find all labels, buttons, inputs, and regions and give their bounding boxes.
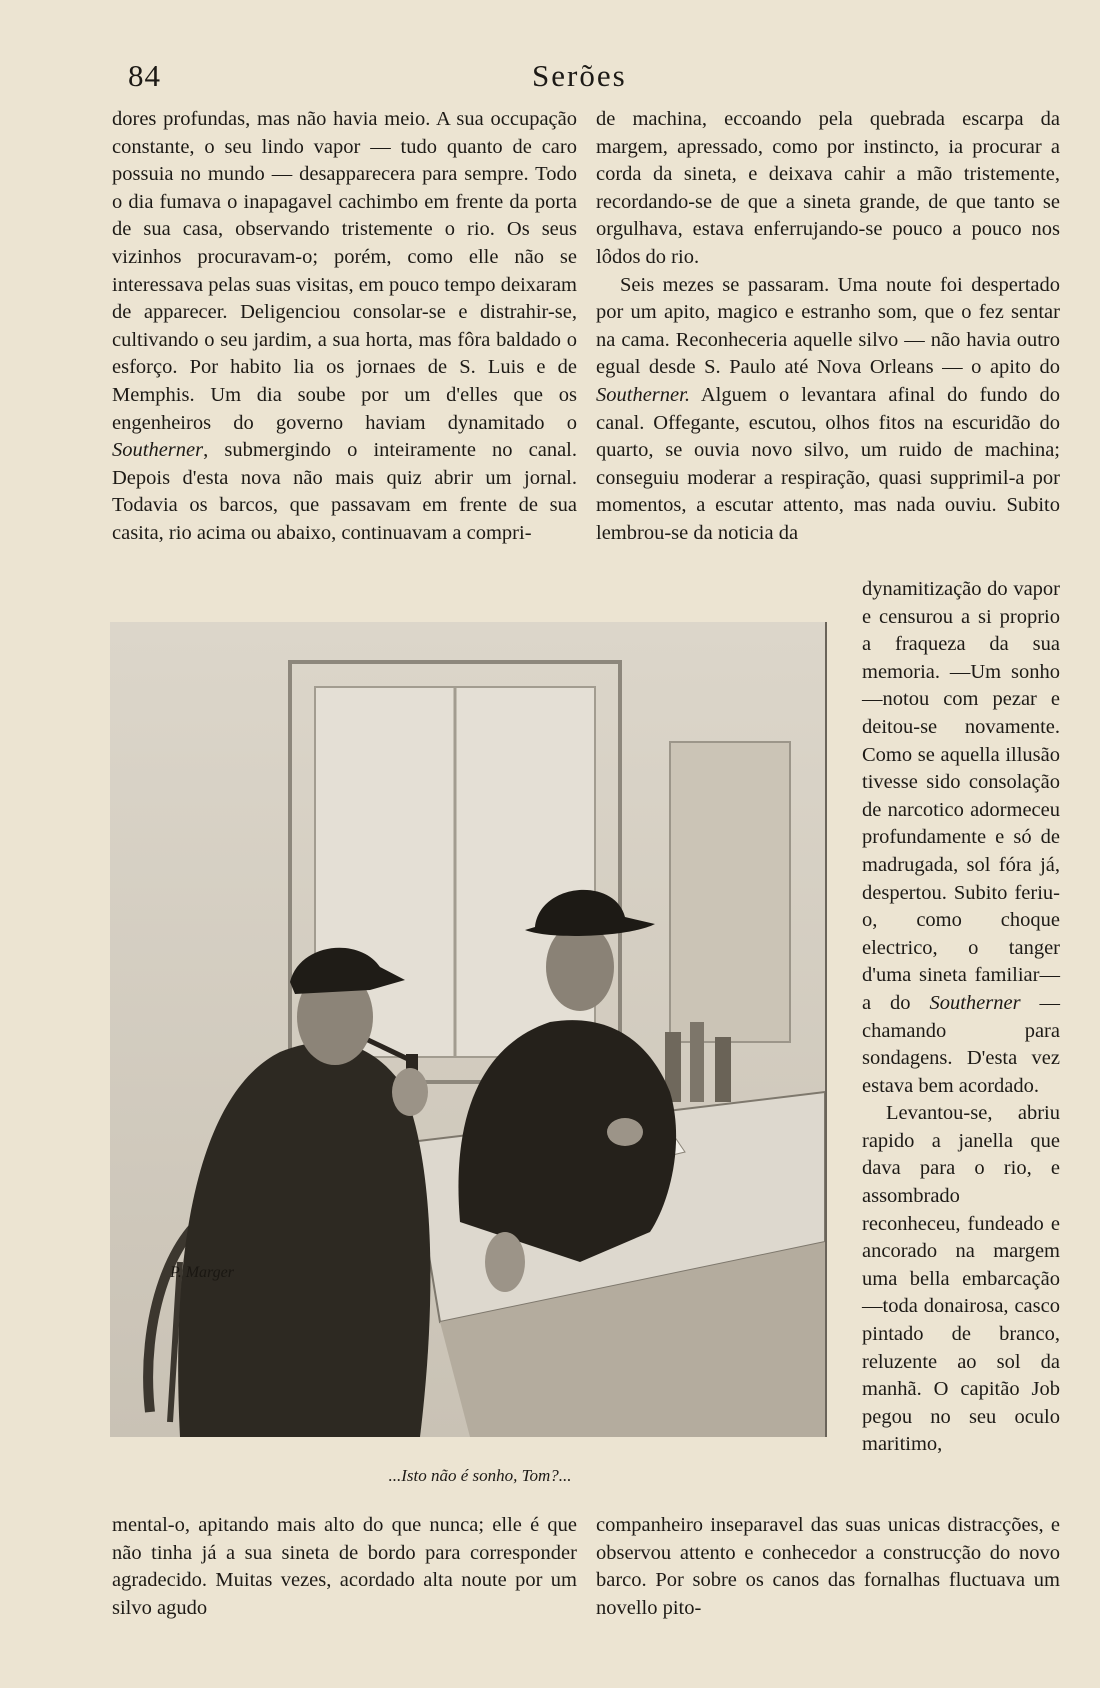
text-run: dynamitização do vapor e censurou a si proprio a fraqueza da sua memoria. —Um sonho—notou com pezar e deitou-se novamente. Como se aquella illusão tivesse sido consolação de narcotico adormeceu profundamente e só de madrugada, sol fóra já, despertou. Subito feriu-o, como choque electrico, o tanger d'uma sineta familiar—a do [862, 578, 1060, 1014]
text-column-right-bottom [596, 1512, 1060, 1622]
page-number: 84 [128, 58, 161, 93]
paragraph: de machina, eccoando pela quebrada escarpa da margem, apressado, como por instincto, ia procurar a corda da sineta, e deixava cahir a mão tristemente, recordando-se de que a sineta grande, de que tanto se orgulhava, estava enferrujando-se pouco a pouco nos lôdos do rio. [596, 108, 1060, 268]
text-run: — chamando para sondagens. D'esta vez estava bem acordado. [862, 991, 1060, 1097]
text-column-right-top [596, 106, 1060, 548]
text-column-left-bottom [112, 1512, 577, 1622]
paragraph [112, 106, 577, 548]
illustration-two-men-at-counter [110, 622, 827, 1437]
paragraph [596, 272, 1060, 548]
illustration-caption: ...Isto não é sonho, Tom?... [388, 1466, 572, 1485]
italic-ship-name: Southerner. [596, 383, 690, 406]
text-column-left-top [112, 106, 577, 548]
text-column-right-narrow [862, 576, 1060, 1459]
text-run: , submergindo o inteiramente no canal. Depois d'esta nova não mais quiz abrir um jornal. Todavia os barcos, que passavam em frente de sua casita, rio acima ou abaixo, continuavam a compri- [112, 439, 577, 544]
paragraph: Levantou-se, abriu rapido a janella que dava para o rio, e assombrado reconheceu, fundeado e ancorado na margem uma bella embarcação—toda donairosa, casco pintado de branco, reluzente ao sol da manhã. O capitão Job pegou no seu oculo maritimo, [862, 1102, 1060, 1456]
paragraph: mental-o, apitando mais alto do que nunca; elle é que não tinha já a sua sineta de bordo para corresponder agradecido. Muitas vezes, acordado alta noute por um silvo agudo [112, 1514, 577, 1619]
text-run: dores profundas, mas não havia meio. A sua occupação constante, o seu lindo vapor — tudo quanto de caro possuia no mundo — desapparecera para sempre. Todo o dia fumava o inapagavel cachimbo em frente da porta de sua casa, observando tristemente o rio. Os seus vizinhos procuravam-o; porém, como elle não se interessava pelas suas visitas, em pouco tempo deixaram de apparecer. Deligenciou consolar-se e distrahir-se, cultivando o seu jardim, a sua horta, mas fôra baldado o esforço. Por habito lia os jornaes de S. Luis e de Memphis. Um dia soube por um d'elles que os engenheiros do governo haviam dynamitado o [112, 108, 577, 434]
running-title: Serões [532, 58, 627, 93]
italic-ship-name: Southerner [112, 439, 204, 462]
paragraph [862, 576, 1060, 1100]
illustration-drawing [110, 622, 825, 1437]
text-run: Alguem o levantara afinal do fundo do canal. Offegante, escutou, olhos fitos na escuridão do quarto, se ouvia novo silvo, um ruido de machina; conseguiu moderar a respiração, quasi supprimil-a por momentos, a escutar attento, mas nada ouviu. Subito lembrou-se da noticia da [596, 383, 1060, 544]
italic-ship-name: Southerner [929, 991, 1021, 1014]
text-run: Seis mezes se passaram. Uma noute foi despertado por um apito, magico e estranho som, que o fez sentar na cama. Reconheceria aquelle silvo — não havia outro egual desde S. Paulo até Nova Orleans — o apito do [596, 273, 1060, 379]
paragraph: companheiro inseparavel das suas unicas distracções, e observou attento e conhecedor a construcção do novo barco. Por sobre os canos das fornalhas fluctuava um novello pito- [596, 1514, 1060, 1619]
artist-signature: P. Marger [170, 1264, 234, 1281]
